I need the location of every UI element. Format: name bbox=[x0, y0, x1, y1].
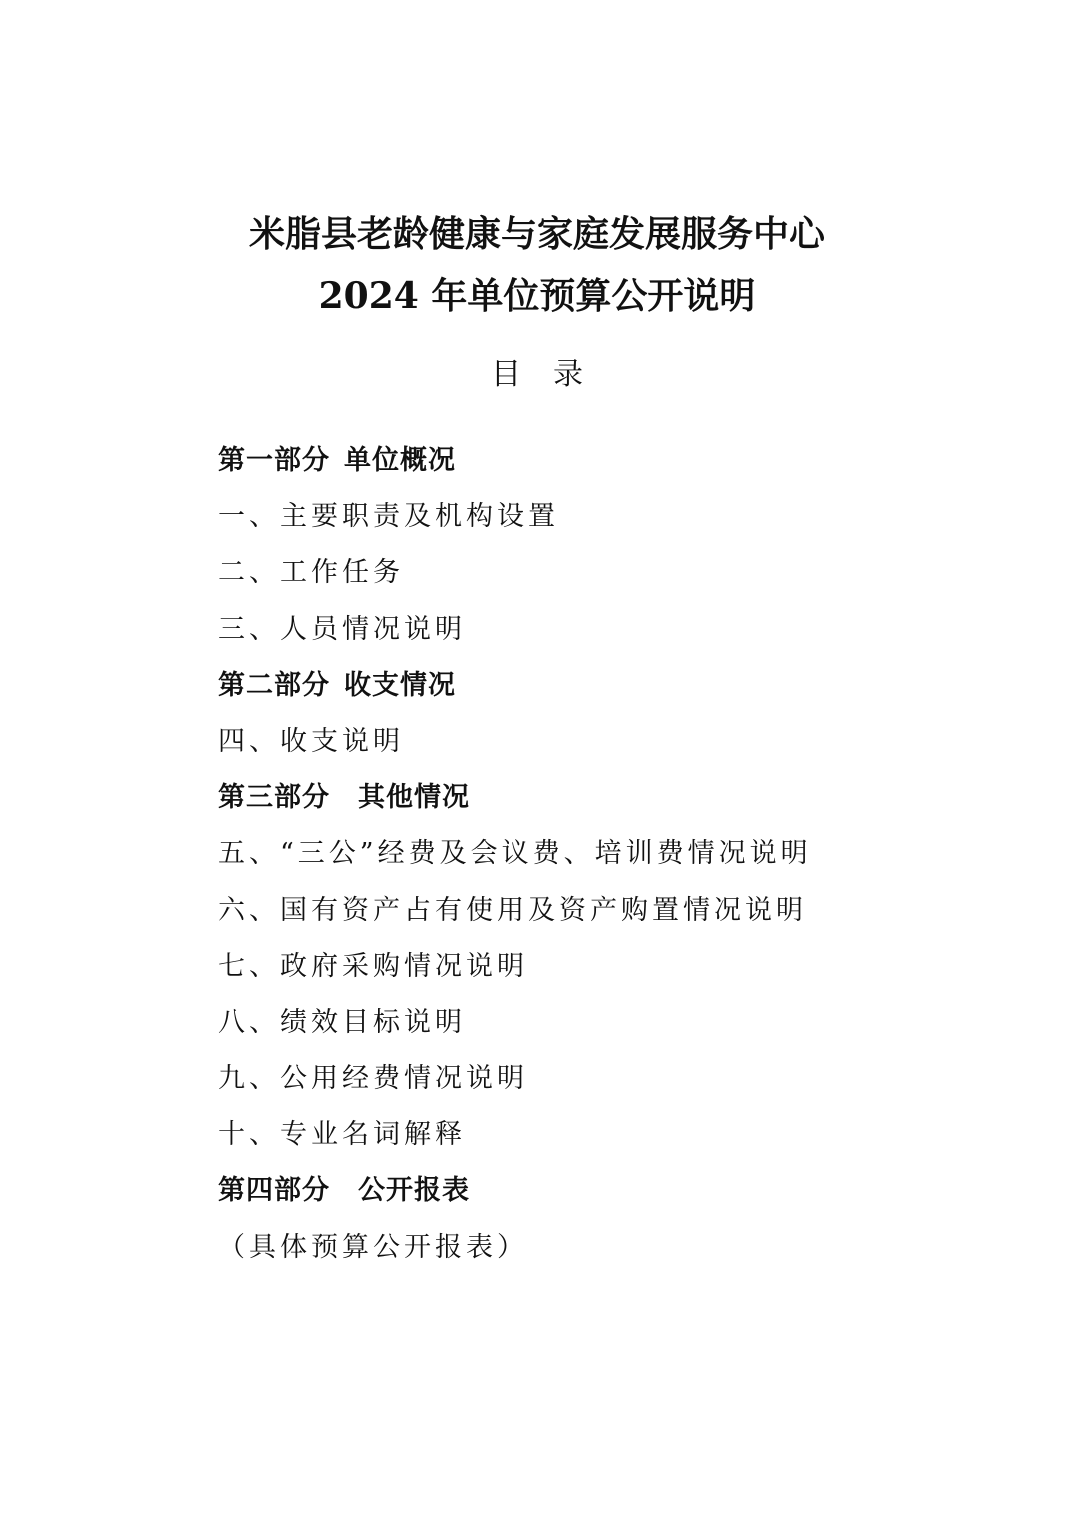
toc-item-2: 二、工作任务 bbox=[218, 557, 404, 589]
toc-item-4: 四、收支说明 bbox=[218, 725, 404, 757]
toc-heading: 目录 bbox=[491, 357, 615, 392]
toc-part-1-prefix: 第一部分 bbox=[218, 445, 330, 476]
toc-part-4-prefix: 第四部分 bbox=[218, 1175, 330, 1207]
toc-item-10: 十、专业名词解释 bbox=[218, 1119, 466, 1151]
toc-part-1 bbox=[218, 441, 1018, 497]
toc-part-3-prefix: 第三部分 bbox=[218, 782, 330, 814]
toc-part-2-prefix: 第二部分 bbox=[218, 669, 330, 701]
toc-note: （具体预算公开报表） bbox=[218, 1231, 528, 1263]
toc-part-3 bbox=[218, 778, 1018, 834]
table-of-contents bbox=[218, 441, 1018, 1284]
toc-part-4 bbox=[218, 1171, 1018, 1227]
toc-part-2-label: 收支情况 bbox=[344, 669, 456, 701]
toc-part-3-label: 其他情况 bbox=[358, 782, 470, 814]
toc-item-7: 七、政府采购情况说明 bbox=[218, 950, 528, 982]
toc-item-1: 一、主要职责及机构设置 bbox=[218, 501, 559, 533]
toc-part-2 bbox=[218, 666, 1018, 722]
toc-part-1-label: 单位概况 bbox=[344, 445, 456, 476]
toc-item-9: 九、公用经费情况说明 bbox=[218, 1063, 528, 1095]
toc-part-4-label: 公开报表 bbox=[358, 1175, 470, 1207]
toc-item-8: 八、绩效目标说明 bbox=[218, 1006, 466, 1038]
toc-item-3: 三、人员情况说明 bbox=[218, 613, 466, 645]
toc-item-5: 五、“三公”经费及会议费、培训费情况说明 bbox=[218, 838, 812, 870]
toc-item-6: 六、国有资产占有使用及资产购置情况说明 bbox=[218, 894, 807, 926]
document-title-line-2: 2024 年单位预算公开说明 bbox=[318, 275, 756, 317]
document-title-line-1: 米脂县老龄健康与家庭发展服务中心 bbox=[248, 213, 825, 255]
